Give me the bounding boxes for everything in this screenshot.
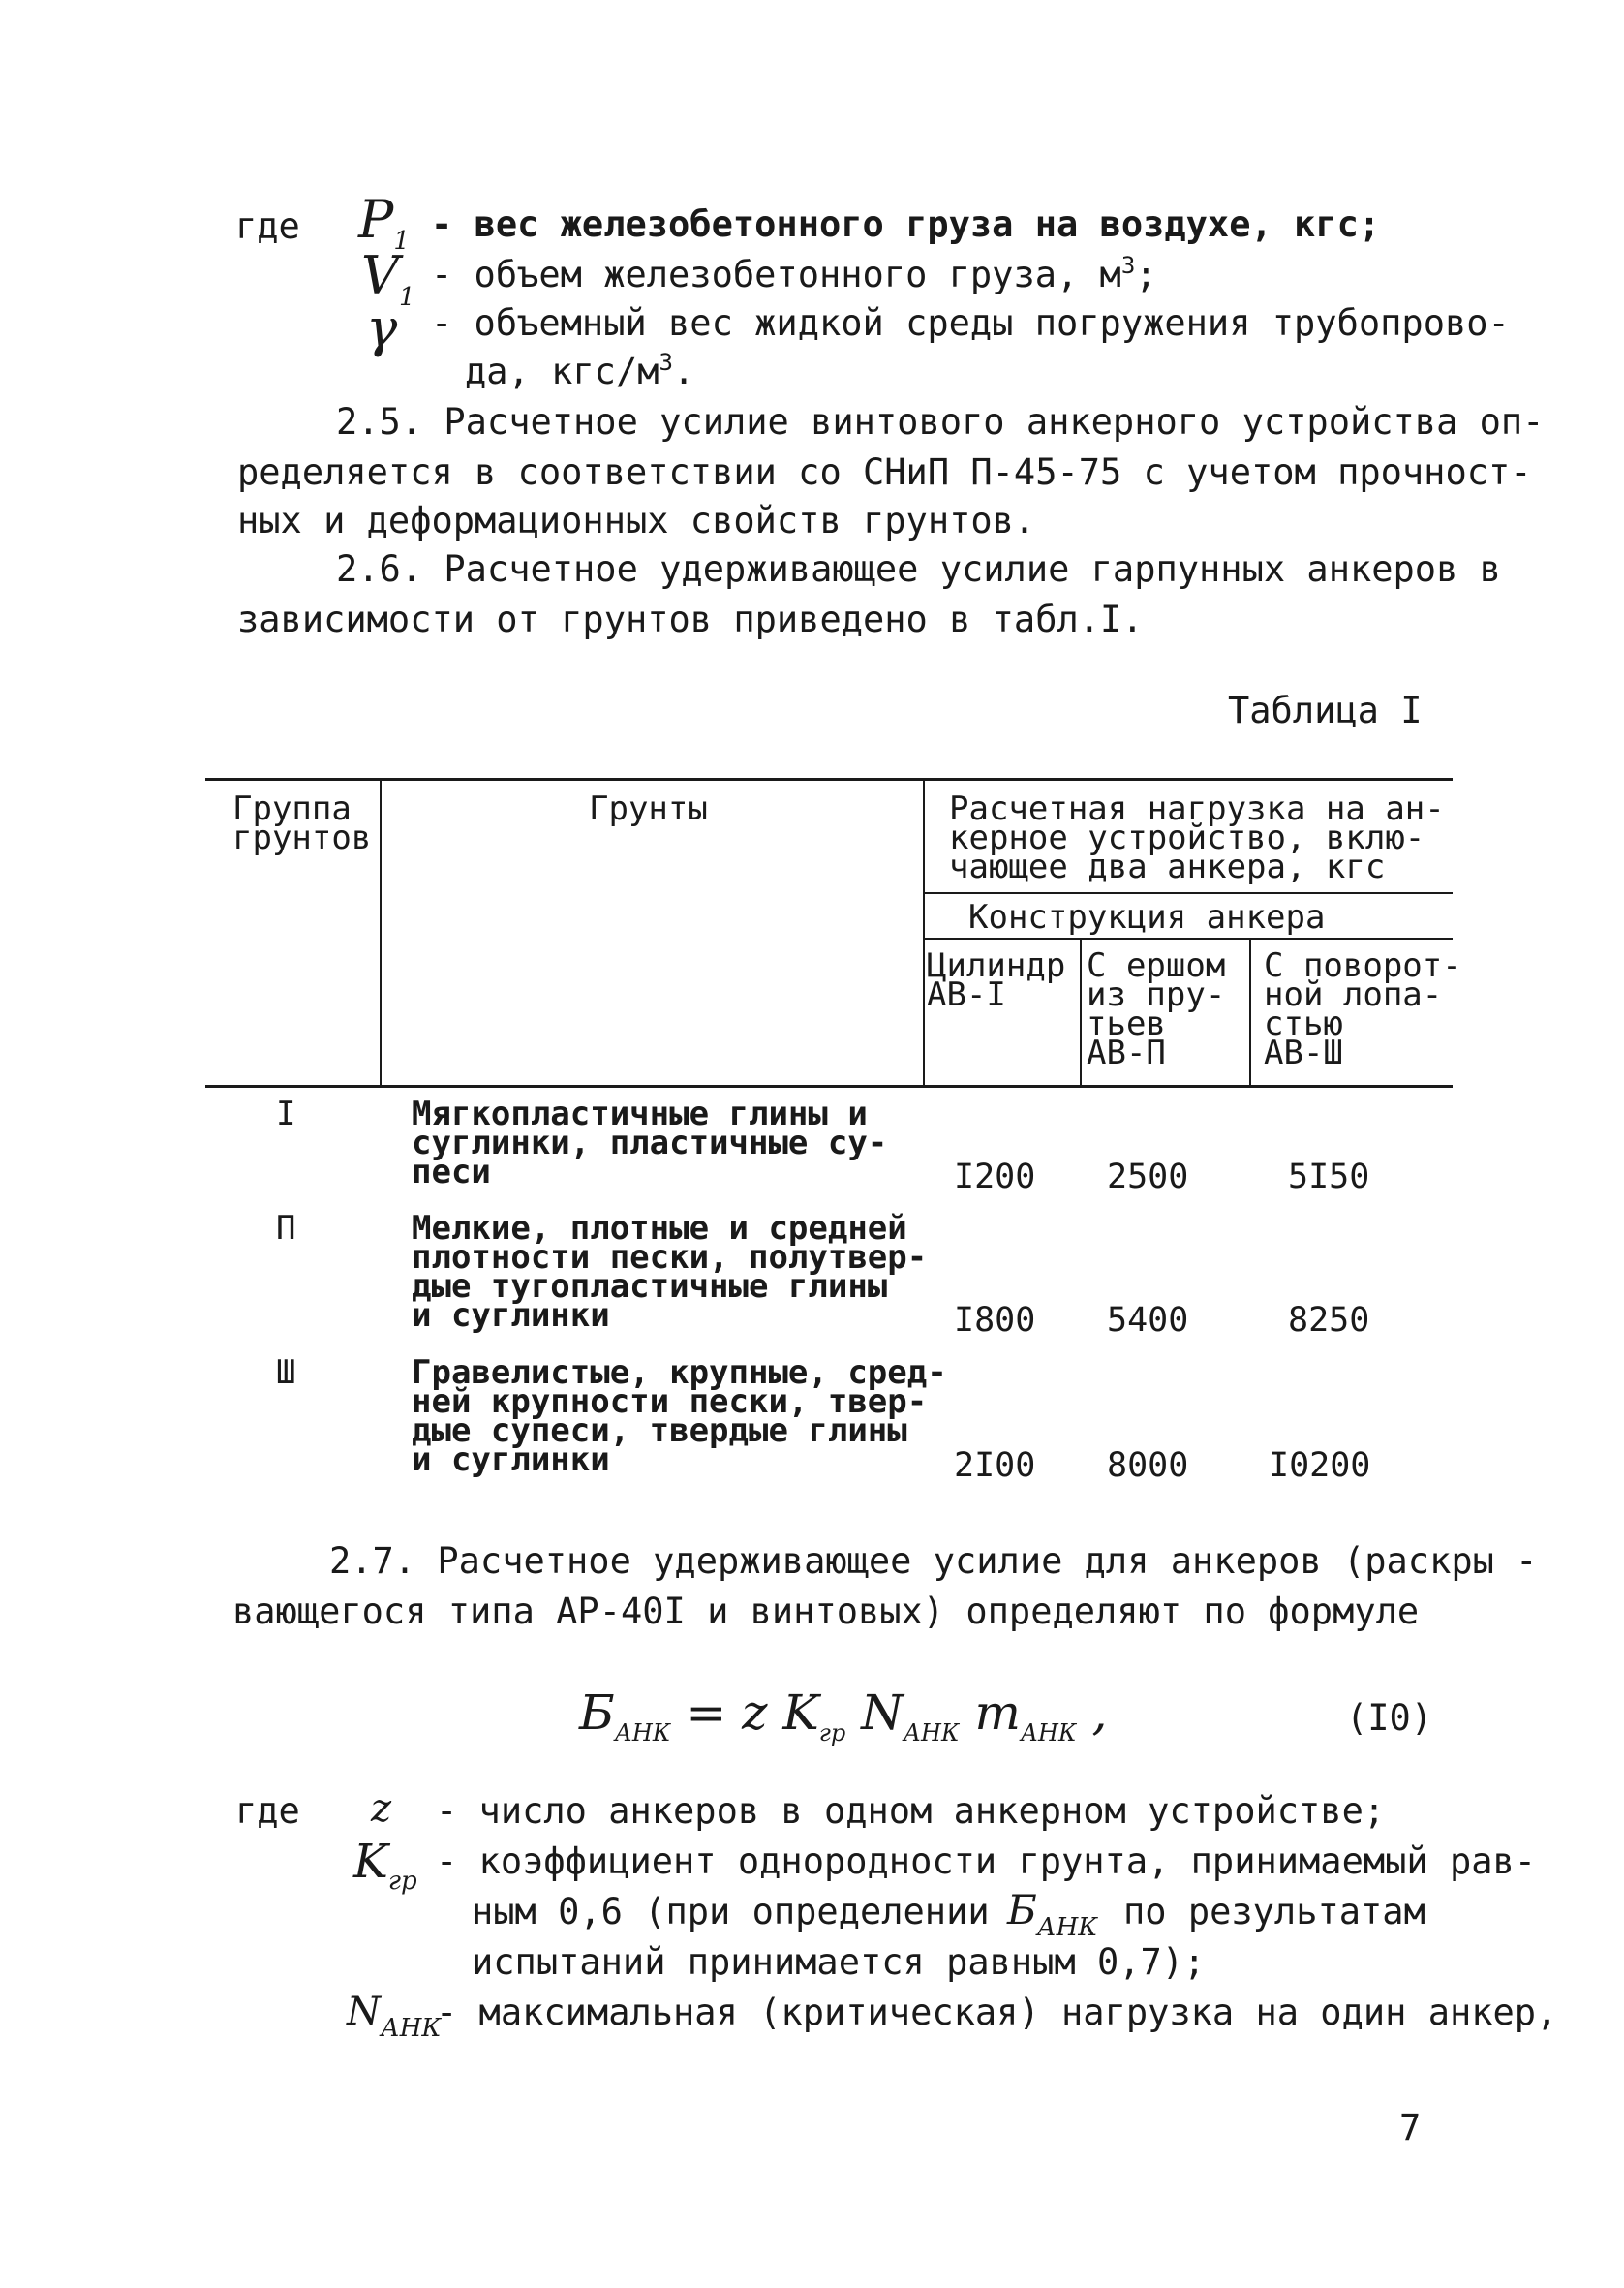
symbol-bank-inline: $Б_{АНК}$ (1007, 1886, 1098, 1942)
construction-header-rule (925, 938, 1453, 940)
def-kgr-line1: - коэффициент однородности грунта, принимаемый рав- (436, 1840, 1537, 1882)
row2-v1: I800 (954, 1301, 1036, 1340)
row1-v1: I200 (954, 1158, 1036, 1196)
where-label-top: где (235, 205, 300, 247)
def-kgr-line2: ным 0,6 (при определении (472, 1891, 990, 1932)
para-2-5-line2: ределяется в соответствии со СНиП П-45-75 с учетом прочност- (237, 451, 1532, 493)
symbol-nank: $N_{АНК}$ (347, 1990, 442, 2043)
para-2-5-line3: ных и деформационных свойств грунтов. (237, 500, 1036, 541)
row2-v2: 5400 (1107, 1301, 1189, 1340)
row3-group: Ш (276, 1353, 296, 1392)
row1-group: I (276, 1095, 296, 1133)
def-gamma: - объемный вес жидкой среды погружения трубопрово- (431, 302, 1510, 344)
symbol-gamma: γ (366, 297, 398, 358)
row3-soil: Гравелистые, крупные, сред- ней крупности пески, твер- дые супеси, твердые глины и суглинки (412, 1353, 947, 1479)
row2-group: П (276, 1209, 296, 1248)
symbol-kgr: $K_{гр}$ (353, 1835, 417, 1896)
page-number: 7 (1399, 2107, 1422, 2149)
subheader-blade: С поворот- ной лопа- стью АВ-Ш (1264, 946, 1462, 1072)
para-2-6-line2: зависимости от грунтов приведено в табл.I. (237, 599, 1144, 640)
para-2-5-line1: 2.5. Расчетное усилие винтового анкерного устройства оп- (336, 401, 1545, 443)
row3-v2: 8000 (1107, 1446, 1189, 1485)
def-kgr-line2-tail: по результатам (1123, 1891, 1425, 1932)
table-top-rule (205, 778, 1453, 781)
def-nank: - максимальная (критическая) нагрузка на один анкер, (436, 1992, 1558, 2033)
table-header-bottom-rule (205, 1085, 1453, 1088)
row1-soil: Мягкопластичные глины и суглинки, пластичные су- песи (412, 1095, 888, 1191)
para-2-7-line2: вающегося типа АР-40I и винтовых) определяют по формуле (232, 1591, 1420, 1632)
def-kgr-line3: испытаний принимается равным 0,7); (472, 1941, 1206, 1983)
header-construction: Конструкция анкера (968, 898, 1326, 937)
where-label-bottom: где (235, 1790, 300, 1832)
col-divider-1 (380, 781, 382, 1085)
formula-10: $Б_{АНК} = z$ $K_{гр}$ $N_{АНК}$ $m_{АНК}$ , (579, 1685, 1108, 1747)
col-divider-4 (1249, 940, 1251, 1085)
header-soil: Грунты (589, 789, 708, 828)
def-gamma-cont: да, кгс/$м^3$. (465, 349, 695, 392)
subheader-cylinder: Цилиндр АВ-I (927, 946, 1066, 1014)
row2-v3: 8250 (1288, 1301, 1370, 1340)
formula-number: (I0) (1346, 1697, 1433, 1739)
def-v1: - объем железобетонного груза, $м^3$; (431, 252, 1157, 295)
symbol-p1: $P_1$ (358, 189, 410, 256)
header-group: Группа грунтов (232, 789, 372, 857)
def-z: - число анкеров в одном анкерном устройстве; (436, 1790, 1386, 1832)
para-2-7-line1: 2.7. Расчетное удерживающее усилие для анкеров (раскры - (329, 1540, 1538, 1582)
header-load: Расчетная нагрузка на ан- керное устройство, вклю- чающее два анкера, кгс (949, 789, 1445, 886)
row3-v3: I0200 (1269, 1446, 1371, 1485)
para-2-6-line1: 2.6. Расчетное удерживающее усилие гарпунных анкеров в (336, 548, 1501, 590)
row1-v3: 5I50 (1288, 1158, 1370, 1196)
subheader-ersh: С ершом из пру- тьев АВ-П (1087, 946, 1226, 1072)
symbol-z: z (371, 1786, 392, 1831)
load-header-rule (925, 892, 1453, 894)
row3-v1: 2I00 (954, 1446, 1036, 1485)
table-caption: Таблица I (1228, 690, 1423, 731)
symbol-v1: $V_1$ (361, 245, 415, 312)
col-divider-3 (1080, 940, 1082, 1085)
row1-v2: 2500 (1107, 1158, 1189, 1196)
def-p1: - вес железобетонного груза на воздухе, кгс; (431, 203, 1381, 245)
row2-soil: Мелкие, плотные и средней плотности пески, полутвер- дые тугопластичные глины и суглинки (412, 1209, 928, 1335)
col-divider-2 (923, 781, 925, 1085)
